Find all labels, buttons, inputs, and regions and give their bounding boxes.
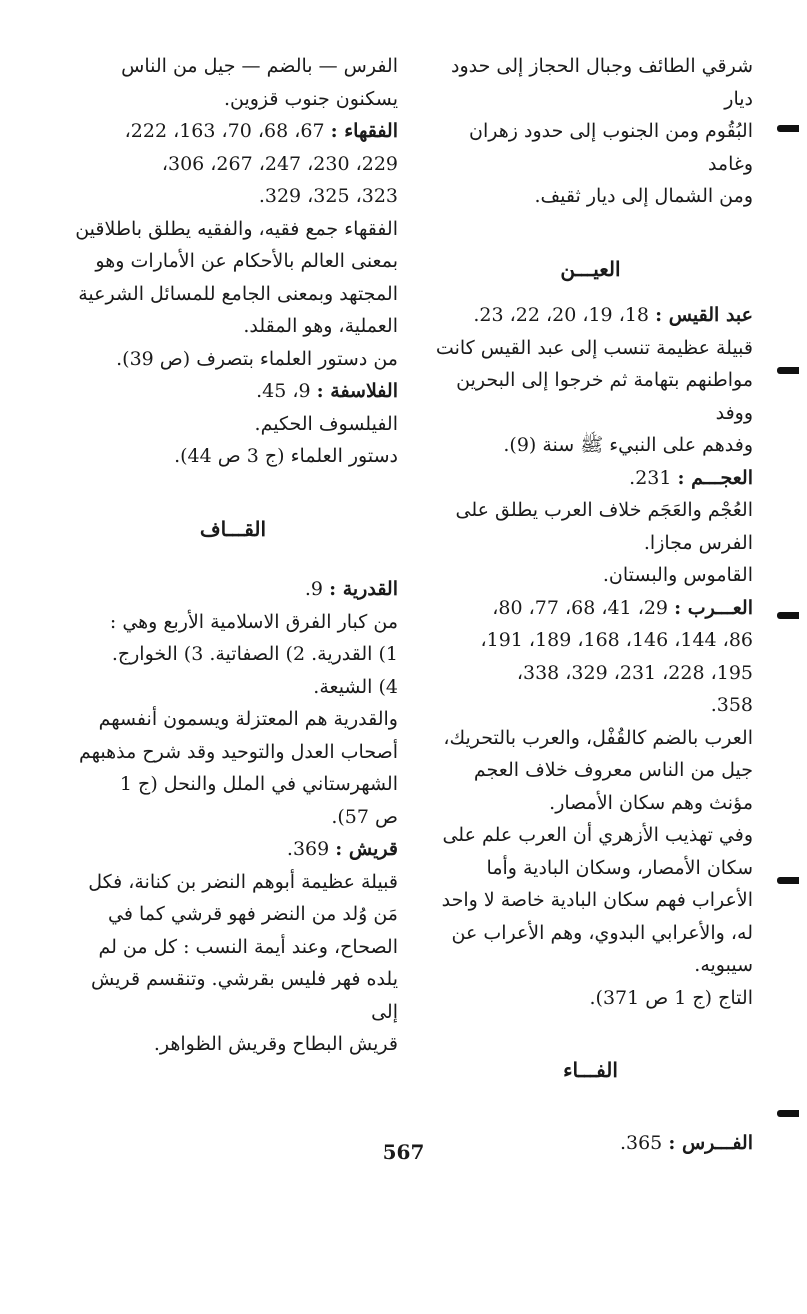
text-line: 229، 230، 247، 267، 306، [161, 152, 398, 175]
left-column [68, 50, 398, 1061]
text-line: له، والأعرابي البدوي، وهم الأعراب عن [451, 921, 753, 944]
text-line: الشهرستاني في الملل والنحل (ج 1 [119, 773, 398, 795]
text-line: يلده فهر فليس بقرشي. وتنقسم قريش إلى [90, 968, 398, 1023]
page-edge-mark [777, 612, 799, 619]
text-line: مواطنهم بتهامة ثم خرجوا إلى البحرين ووفد [456, 369, 753, 424]
entry-headword: العجـــم : [677, 466, 753, 489]
entry-headword: الفلاسفة : [316, 380, 398, 402]
section-title: العيـــن [560, 256, 621, 281]
entry-page-refs: 67، 68، 70، 163، 222، [124, 120, 331, 142]
entry-page-refs: 231. [629, 466, 678, 489]
index-entry [428, 592, 753, 625]
index-entry [68, 573, 398, 606]
entry-headword: العـــرب : [674, 596, 753, 619]
text-line: المجتهد وبمعنى الجامع للمسائل الشرعية [78, 282, 398, 305]
index-entry [68, 375, 398, 408]
spacer [428, 213, 753, 253]
text-line: قبيلة عظيمة تنسب إلى عبد القيس كانت [435, 336, 753, 359]
index-entry [428, 462, 753, 495]
entry-page-refs: 369. [286, 838, 336, 860]
page-edge-mark [777, 1110, 799, 1117]
entry-headword: القدرية : [329, 578, 398, 600]
text-line: سيبويه. [694, 954, 753, 976]
section-title: القـــاف [199, 516, 267, 541]
text-line: 323، 325، 329. [258, 185, 398, 207]
text-line: والقدرية هم المعتزلة ويسمون أنفسهم [98, 708, 398, 730]
page-edge-mark [777, 367, 799, 374]
text-line: من دستور العلماء بتصرف (ص 39). [116, 347, 398, 370]
text-line: الأعراب فهم سكان البادية خاصة لا واحد [441, 889, 753, 911]
entry-headword: قريش : [335, 838, 398, 860]
text-line: شرقي الطائف وجبال الحجاز إلى حدود ديار [451, 55, 753, 110]
entry-headword: عبد القيس : [655, 304, 753, 326]
page-edge-mark [777, 877, 799, 884]
text-line: الفيلسوف الحكيم. [254, 412, 398, 435]
page-number: 567 [382, 1140, 425, 1164]
text-line: 86، 144، 146، 168، 189، 191، [480, 629, 753, 651]
text-line: العملية، وهو المقلد. [243, 315, 398, 337]
text-line: الفقهاء جمع فقيه، والفقيه يطلق باطلاقين [75, 217, 398, 240]
text-line: العُجْم والعَجَم خلاف العرب يطلق على [455, 499, 753, 521]
index-entry [68, 833, 398, 866]
text-line: سكان الأمصار، وسكان البادية وأما [486, 856, 753, 879]
text-line: الفرس — بالضم — جيل من الناس [121, 55, 398, 77]
entry-page-refs: 9. [304, 578, 330, 600]
text-line: وفدهم على النبيء ﷺ سنة (9). [503, 434, 753, 456]
text-line: 195، 228، 231، 329، 338، [516, 661, 753, 684]
entry-page-refs: 365. [619, 1131, 669, 1154]
text-line: الصحاح، وعند أيمة النسب : كل من لم [98, 935, 398, 958]
entry-headword: الفقهاء : [330, 120, 398, 142]
text-line: العرب بالضم كالقُفْل، والعرب بالتحريك، [443, 726, 753, 749]
text-line: قريش البطاح وقريش الظواهر. [153, 1033, 398, 1055]
spacer [428, 1014, 753, 1054]
text-line: بمعنى العالم بالأحكام عن الأمارات وهو [95, 250, 398, 272]
text-line: الفرس مجازا. [643, 531, 753, 554]
text-line: وفي تهذيب الأزهري أن العرب علم على [442, 824, 753, 846]
page-edge-mark [777, 125, 799, 132]
text-line: قبيلة عظيمة أبوهم النضر بن كنانة، فكل [88, 870, 398, 893]
index-entry [428, 299, 753, 332]
text-line: من كبار الفرق الاسلامية الأربع وهي : [109, 610, 398, 633]
spacer [68, 545, 398, 573]
text-line: جيل من الناس معروف خلاف العجم [473, 759, 753, 781]
text-line: 1) القدرية. 2) الصفاتية. 3) الخوارج. [111, 643, 398, 665]
text-line: ومن الشمال إلى ديار ثقيف. [534, 185, 753, 207]
section-title: الفـــاء [563, 1058, 618, 1082]
text-line: دستور العلماء (ج 3 ص 44). [174, 445, 398, 467]
text-line: القاموس والبستان. [602, 564, 753, 586]
spacer [428, 285, 753, 299]
index-entry [68, 115, 398, 148]
text-line: 358. [710, 694, 753, 716]
text-line: البُقُوم ومن الجنوب إلى حدود زهران وغامد [469, 120, 753, 175]
text-line: مؤنث وهم سكان الأمصار. [549, 791, 753, 814]
text-line: ص 57). [331, 805, 398, 828]
entry-headword: الفـــرس : [668, 1131, 753, 1154]
entry-page-refs: 18، 19، 20، 22، 23. [473, 304, 656, 326]
text-line: 4) الشيعة. [313, 675, 398, 698]
right-column [428, 50, 753, 1159]
text-line: يسكنون جنوب قزوين. [223, 87, 398, 110]
entry-page-refs: 9، 45. [256, 380, 317, 402]
spacer [428, 1087, 753, 1127]
entry-page-refs: 29، 41، 68، 77، 80، [492, 596, 675, 619]
text-line: التاج (ج 1 ص 371). [589, 986, 753, 1009]
text-line: أصحاب العدل والتوحيد وقد شرح مذهبهم [78, 740, 398, 763]
text-line: مَن وُلد من النضر فهو قرشي كما في [108, 903, 398, 925]
spacer [68, 473, 398, 513]
